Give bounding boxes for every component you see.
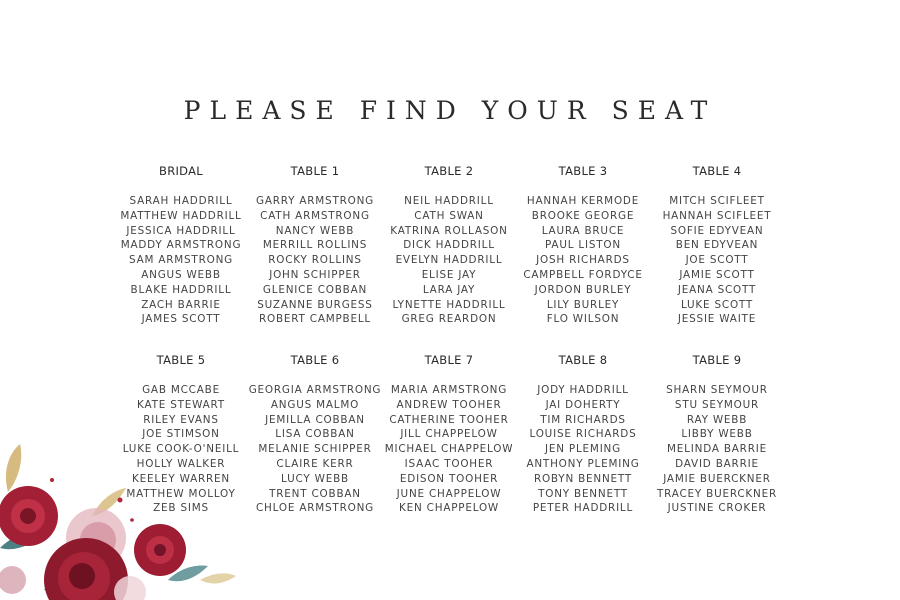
guest-name: SOFIE EDYVEAN — [670, 224, 764, 237]
table-name: TABLE 9 — [692, 353, 742, 367]
guest-name: EVELYN HADDRILL — [395, 254, 503, 267]
guest-name: JUNE CHAPPELOW — [396, 487, 502, 500]
guest-name: GARRY ARMSTRONG — [255, 195, 375, 207]
guest-name: DAVID BARRIE — [675, 457, 759, 470]
guest-name: TRACEY BUERCKNER — [657, 487, 777, 500]
guest-name: JEN PLEMING — [545, 443, 621, 456]
table-8 — [516, 352, 650, 516]
guest-name: JOE SCOTT — [685, 254, 749, 267]
guest-name: CAMPBELL FORDYCE — [523, 268, 643, 281]
guest-name: GEORGIA ARMSTRONG — [248, 384, 382, 396]
guest-name: LILY BURLEY — [546, 298, 620, 311]
guest-name: BLAKE HADDRILL — [130, 283, 232, 296]
table-name: TABLE 2 — [424, 164, 474, 178]
guest-name: TIM RICHARDS — [540, 413, 626, 426]
guest-name: JUSTINE CROKER — [667, 502, 767, 515]
guest-name: SARAH HADDRILL — [129, 195, 233, 207]
pale-petal — [0, 566, 26, 594]
guest-name: LAURA BRUCE — [541, 224, 625, 237]
table-7 — [382, 352, 516, 516]
table-name: TABLE 7 — [424, 353, 474, 367]
table-2 — [382, 163, 516, 327]
guest-name: KEELEY WARREN — [132, 472, 230, 485]
guest-name: KATRINA ROLLASON — [390, 224, 508, 237]
guest-name: JESSIE WAITE — [677, 313, 757, 326]
guest-name: SAM ARMSTRONG — [128, 254, 234, 267]
guest-name: MADDY ARMSTRONG — [120, 239, 242, 252]
guest-name: JAMIE SCOTT — [679, 268, 755, 281]
guest-name: DICK HADDRILL — [403, 239, 495, 252]
guest-name: GREG REARDON — [401, 313, 497, 326]
guest-name: JORDON BURLEY — [534, 283, 632, 296]
guest-name: MICHAEL CHAPPELOW — [384, 443, 514, 456]
table-name: TABLE 6 — [290, 353, 340, 367]
guest-name: BEN EDYVEAN — [675, 239, 759, 252]
guest-name: JOE STIMSON — [142, 428, 220, 441]
guest-name: EDISON TOOHER — [399, 472, 499, 485]
table-3 — [516, 163, 650, 327]
guest-name: JAMES SCOTT — [141, 313, 221, 326]
guest-name: JAI DOHERTY — [545, 398, 621, 411]
guest-name: SHARN SEYMOUR — [666, 384, 768, 396]
guest-name: LUCY WEBB — [281, 472, 349, 485]
guest-name: ANGUS WEBB — [141, 268, 221, 281]
guest-name: PAUL LISTON — [545, 239, 621, 252]
guest-name: LARA JAY — [422, 283, 476, 296]
guest-name: LISA COBBAN — [275, 428, 355, 441]
page-title: PLEASE FIND YOUR SEAT — [183, 96, 717, 125]
guest-name: FLO WILSON — [546, 313, 620, 326]
guest-name: NEIL HADDRILL — [404, 195, 494, 207]
guest-name: HOLLY WALKER — [136, 457, 226, 470]
guest-name: TONY BENNETT — [538, 487, 628, 500]
gold-leaf — [200, 573, 236, 583]
guest-name: MATTHEW MOLLOY — [126, 487, 236, 500]
guest-name: LOUISE RICHARDS — [529, 428, 637, 441]
guest-name: ROCKY ROLLINS — [268, 254, 362, 267]
guest-name: JOSH RICHARDS — [536, 254, 630, 267]
guest-name: ZACH BARRIE — [141, 298, 221, 311]
guest-name: PETER HADDRILL — [532, 502, 634, 515]
gold-leaf — [6, 444, 21, 492]
table-name: TABLE 8 — [558, 353, 608, 367]
guest-name: GLENICE COBBAN — [262, 283, 368, 296]
table-6 — [248, 352, 382, 516]
guest-name: TRENT COBBAN — [269, 487, 361, 500]
guest-name: ANDREW TOOHER — [396, 398, 502, 411]
table-1 — [248, 163, 382, 327]
guest-name: CATH SWAN — [414, 209, 484, 222]
guest-name: ROBYN BENNETT — [533, 472, 633, 485]
table-name: BRIDAL — [159, 164, 203, 178]
guest-name: JODY HADDRILL — [537, 384, 629, 396]
table-name: TABLE 3 — [558, 164, 608, 178]
guest-name: GAB MCCABE — [142, 384, 220, 396]
floral-decoration — [0, 430, 240, 600]
guest-name: KEN CHAPPELOW — [399, 502, 499, 515]
guest-name: CHLOE ARMSTRONG — [256, 502, 374, 515]
guest-name: HANNAH KERMODE — [526, 195, 640, 207]
guest-name: SUZANNE BURGESS — [257, 298, 373, 311]
guest-name: LUKE SCOTT — [680, 298, 754, 311]
guest-name: ELISE JAY — [421, 268, 477, 281]
guest-name: KATE STEWART — [137, 398, 225, 411]
guest-name: ANTHONY PLEMING — [526, 457, 640, 470]
guest-name: CATH ARMSTRONG — [260, 209, 370, 222]
guest-name: JEANA SCOTT — [677, 283, 757, 296]
guest-name: ZEB SIMS — [153, 502, 209, 515]
table-name: TABLE 4 — [692, 164, 742, 178]
guest-name: LYNETTE HADDRILL — [392, 298, 506, 311]
guest-name: ISAAC TOOHER — [404, 457, 494, 470]
guest-name: HANNAH SCIFLEET — [662, 209, 772, 222]
guest-name: MELANIE SCHIPPER — [258, 443, 372, 456]
table-9 — [650, 352, 784, 516]
guest-name: STU SEYMOUR — [674, 398, 760, 411]
guest-name: MERRILL ROLLINS — [262, 239, 368, 252]
guest-name: RILEY EVANS — [143, 413, 219, 426]
guest-name: MELINDA BARRIE — [667, 443, 767, 456]
table-4 — [650, 163, 784, 327]
table-bridal — [114, 163, 248, 327]
guest-name: CLAIRE KERR — [276, 457, 354, 470]
guest-name: ANGUS MALMO — [270, 398, 360, 411]
guest-name: ROBERT CAMPBELL — [258, 313, 372, 326]
guest-name: MITCH SCIFLEET — [669, 195, 765, 207]
guest-name: MATTHEW HADDRILL — [120, 209, 242, 222]
guest-name: BROOKE GEORGE — [531, 209, 635, 222]
guest-name: JAMIE BUERCKNER — [663, 472, 771, 485]
guest-name: LUKE COOK-O'NEILL — [122, 443, 240, 456]
guest-name: NANCY WEBB — [275, 224, 355, 237]
guest-name: JEMILLA COBBAN — [265, 413, 365, 426]
guest-name: MARIA ARMSTRONG — [390, 384, 508, 396]
guest-name: JESSICA HADDRILL — [126, 224, 236, 237]
table-name: TABLE 1 — [290, 164, 340, 178]
guest-name: JOHN SCHIPPER — [269, 268, 361, 281]
table-name: TABLE 5 — [156, 353, 206, 367]
guest-name: CATHERINE TOOHER — [389, 413, 509, 426]
guest-name: JILL CHAPPELOW — [400, 428, 498, 441]
seating-row-1 — [114, 163, 784, 327]
guest-name: LIBBY WEBB — [681, 428, 753, 441]
guest-name: RAY WEBB — [686, 413, 748, 426]
